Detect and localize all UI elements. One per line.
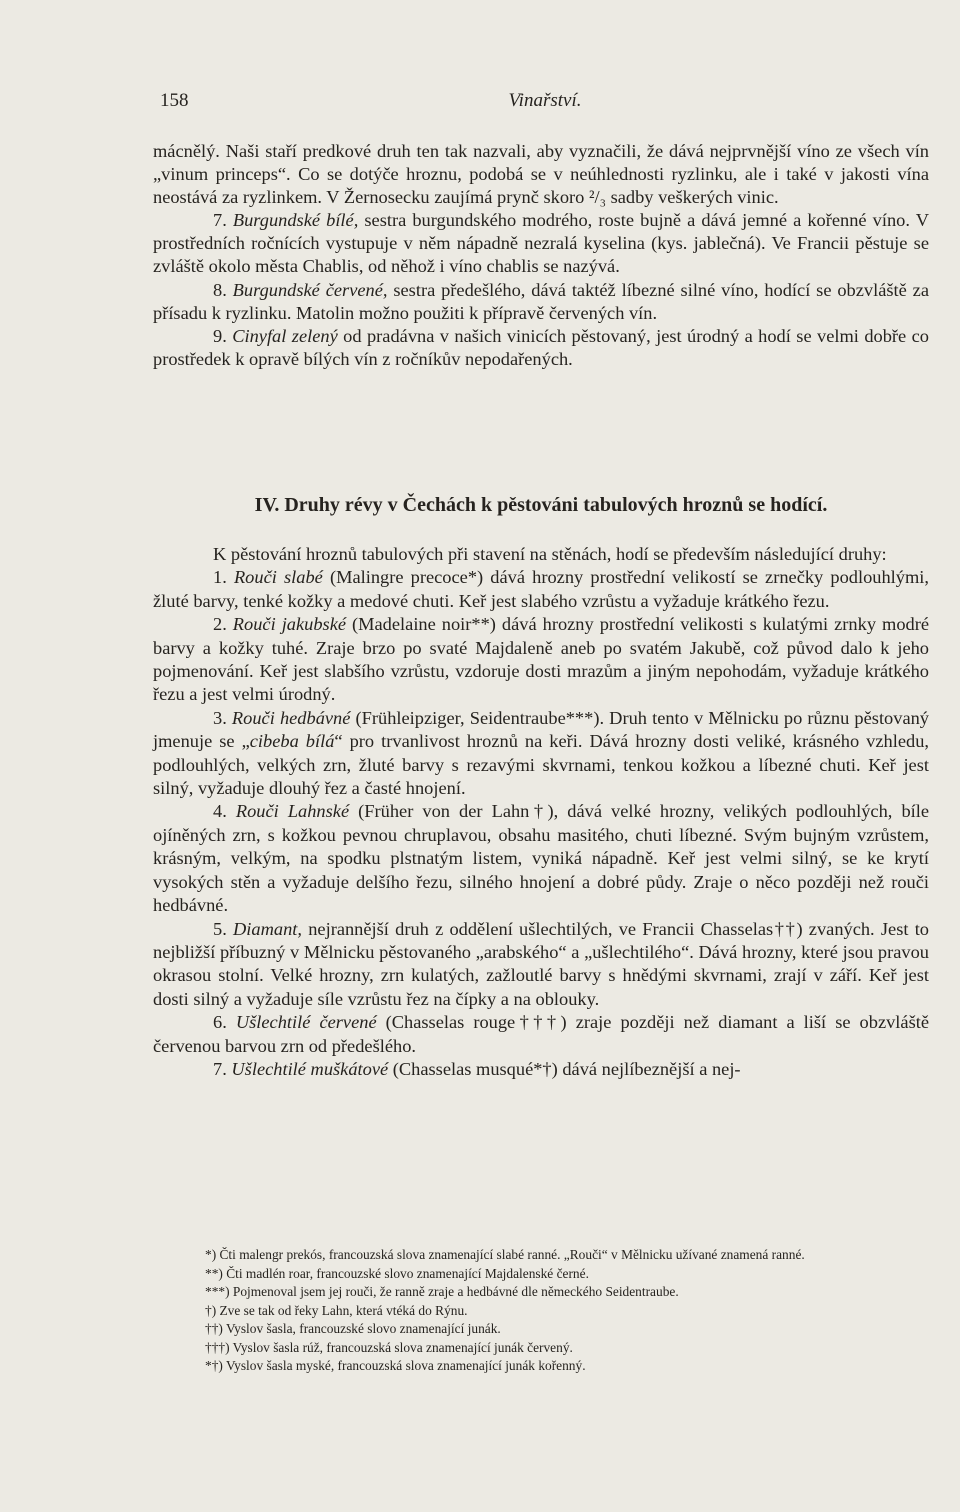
paragraph-text: (Malingre precoce*) dává hrozny prostřední velikostí se zrnečky podlouhlými, žluté barvy, tenké kožky a medové chuti. Keř jest slabého vzrůstu a vyžaduje krátkého řezu.: [153, 567, 929, 611]
paragraph-p-b2: [153, 613, 929, 707]
paragraph-text: 2.: [213, 614, 233, 635]
paragraph-text: (Chasselas musqué*†) dává nejlíbeznější a nej-: [388, 1058, 741, 1079]
footnotes: [153, 1246, 929, 1376]
paragraph-text: 3.: [213, 707, 232, 728]
paragraph-text: (Früher von der Lahn†), dává velké hrozny, velikých podlouhlých, bíle ojíněných zrn, s kožkou pevnou chruplavou, obsahu masitého, chuti líbezné. Svým bujným vzrůstem, krásným, velkým, na spodku plstnatým listem, vyniká nápadně. Keř jest velmi silný, se ke krytí vysokých stěn a vyžaduje delšího řezu, silného hnojení a dobré půdy. Zraje o něco později než rouči hedbávné.: [153, 801, 930, 916]
body-text-section-a: [153, 140, 929, 371]
footnote-fn-7: *†) Vyslov šasla myské, francouzská slova znamenající junák kořenný.: [205, 1358, 586, 1373]
paragraph-text: 1.: [213, 567, 234, 588]
variety-name: Burgundské červené,: [232, 279, 388, 300]
page-header: [160, 90, 930, 114]
variety-name: Ušlechtilé červené: [235, 1012, 377, 1033]
paragraph-text: od pradávna v našich vinicích pěstovaný, jest úrodný a hodí se velmi dobře co prostředek k opravě bílých vín z ročníkův nepodařených.: [153, 325, 929, 369]
variety-name: Rouči hedbávné: [231, 707, 351, 728]
running-title: Vinařství.: [508, 90, 582, 111]
footnote-fn-5: ††) Vyslov šasla, francouzské slovo znamenající junák.: [205, 1321, 501, 1336]
variety-name: Burgundské bílé,: [232, 210, 359, 231]
paragraph-text: (Frühleipziger, Seidentraube***). Druh tento v Mělnicku po různu pěstovaný jmenuje se „: [153, 707, 930, 752]
variety-name: Rouči Lahnské: [235, 801, 350, 822]
paragraph-p-7: [153, 209, 929, 278]
variety-name: Rouči slabé: [233, 567, 323, 588]
variety-name: Ušlechtilé muškátové: [231, 1058, 389, 1079]
variety-name: Cinyfal zelený: [232, 325, 338, 346]
variety-name: cibeba bílá: [249, 731, 335, 752]
paragraph-p-8: [153, 279, 929, 325]
variety-name: Rouči jakubské: [232, 614, 347, 635]
paragraph-p-9: [153, 325, 929, 371]
paragraph-text: (Chasselas rouge†††) zraje později než diamant a liší se obzvláště červenou barvou zrn od předešlého.: [153, 1012, 930, 1056]
paragraph-p-b3: [153, 707, 929, 801]
paragraph-text: nejrannější druh z oddělení ušlechtilých, ve Francii Chasselas††) zvaných. Jest to nejbližší příbuzný v Mělnicku pěstovaného „arabského“ a „ušlechtilého“. Dává hrozny, které jsou pravou okrasou stolní. Velké hrozny, zrn kulatých, zažloutlé barvy s hnědými skvrnami, zrají v září. Keř jest dosti silný a vyžaduje síle vzrůstu řez na čípky a na oblouky.: [153, 918, 930, 1009]
paragraph-text: “ pro trvanlivost hroznů na keři. Dává hrozny dosti veliké, krásného vzhledu, podlouhlých, velkých zrn, žluté barvy s rezavými skvrnami, tenkou kožkou a líbezné chuti. Keř jest silný, vyžaduje dlouhý řez a časté hnojení.: [153, 731, 929, 799]
paragraph-text: 4.: [213, 801, 236, 822]
paragraph-p-b6: [153, 1011, 929, 1058]
paragraph-text: 5.: [213, 918, 234, 939]
paragraph-p-cont: [153, 140, 929, 209]
section-heading: IV. Druhy révy v Čechách k pěstováni tabulových hroznů se hodící.: [254, 494, 828, 516]
paragraph-p-b4: [153, 800, 929, 917]
paragraph-text: K pěstování hroznů tabulových při stavení na stěnách, hodí se především následující druhy:: [213, 544, 887, 564]
paragraph-text: (Madelaine noir**) dává hrozny prostřední velikosti s kulatými zrnky modré barvy a kožky tuhé. Zraje brzo po svaté Majdaleně aneb po svatém Jakubě, což původ dalo k jeho pojmenování. Keř jest slabšího vzrůstu, vzdoruje dosti mrazům a jiným nepohodám, vyžaduje krátkého řezu a jest velmi úrodný.: [153, 614, 929, 705]
paragraph-text: sestra burgundského modrého, roste bujně a dává jemné a kořenné víno. V prostředních ročnících vystupuje v něm nápadně nezralá kyselina (kys. jablečná). Ve Francii pěstuje se zvláště okolo města Chablis, od něhož i víno chablis se nazývá.: [153, 210, 929, 277]
paragraph-text: 8.: [213, 279, 233, 300]
paragraph-p-b7: [153, 1058, 929, 1081]
paragraph-text: 6.: [213, 1012, 236, 1033]
paragraph-text: 7.: [213, 1058, 232, 1079]
paragraph-text: 9.: [213, 325, 233, 346]
footnote-fn-2: **) Čti madlén roar, francouzské slovo znamenající Majdalenské černé.: [205, 1265, 589, 1281]
paragraph-text: sestra předešlého, dává taktéž líbezné silné víno, hodící se obzvláště za přísadu k ryzlinku. Matolin možno použiti k přípravě červených vín.: [153, 279, 930, 323]
footnote-fn-4: †) Zve se tak od řeky Lahn, která vtéká do Rýnu.: [205, 1302, 468, 1318]
paragraph-text: mácnělý. Naši staří predkové druh ten tak nazvali, aby vyznačili, že dává nejprvnější víno ze všech vín „vinum princeps“. Co se dotýče hroznu, podobá se v neúhlednosti ryzlinku, ale i také v jakosti vína neostává za ryzlinkem. V Žernosecku zaujímá prynč skoro ²/₃ sadby veškerých vinic.: [153, 141, 929, 208]
paragraph-p-intro: [153, 543, 929, 566]
paragraph-text: 7.: [213, 210, 233, 231]
body-text-section-b: [153, 543, 929, 1081]
paragraph-p-b5: [153, 918, 929, 1012]
page-number: 158: [160, 90, 189, 111]
footnote-fn-1: *) Čti malengr prekós, francouzská slova znamenající slabé ranné. „Rouči“ v Mělnicku užívané znamená ranné.: [205, 1247, 805, 1262]
paragraph-p-b1: [153, 566, 929, 613]
variety-name: Diamant,: [233, 918, 302, 939]
footnote-fn-6: †††) Vyslov šasla rúž, francouzská slova znamenající junák červený.: [205, 1339, 573, 1355]
footnote-fn-3: ***) Pojmenoval jsem jej rouči, že ranně zraje a hedbávné dle německého Seidentraube.: [205, 1284, 679, 1299]
